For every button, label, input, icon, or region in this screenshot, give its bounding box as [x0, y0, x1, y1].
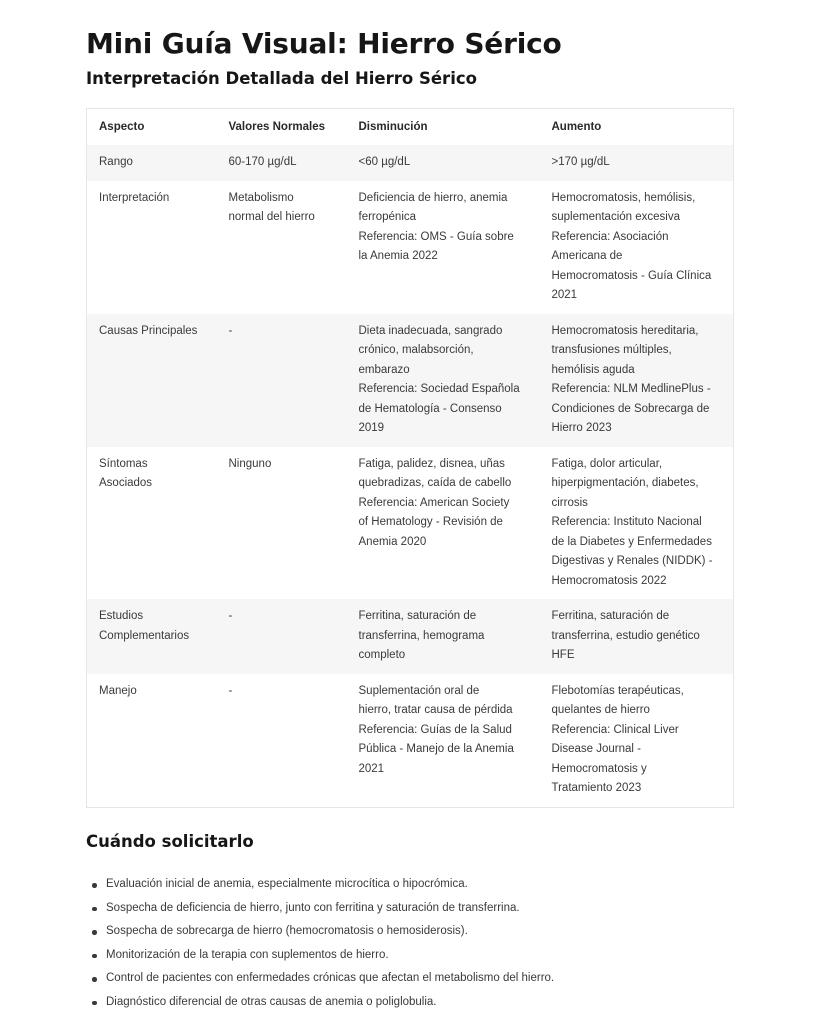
cell-increase [540, 181, 734, 314]
header-normal-values: Valores Normales [228, 121, 326, 133]
cell-text-line: Rango [99, 156, 133, 168]
cell-decrease [347, 674, 540, 808]
cell-text-line: Ferritina, saturación de [358, 610, 477, 622]
cell-increase [540, 674, 734, 808]
list-item: Evaluación inicial de anemia, especialmente microcítica o hipocrómica. [106, 873, 746, 897]
cell-normal-values [217, 145, 347, 181]
cell-text-line: la Anemia 2022 [358, 250, 438, 262]
table-row [87, 674, 734, 808]
cell-text-line: transfusiones múltiples, [551, 344, 672, 356]
cell-text-line: - [228, 684, 233, 697]
cell-text-line: completo [358, 649, 406, 661]
cell-text-line: of Hematology - Revisión de [358, 516, 503, 528]
cell-increase [540, 145, 734, 181]
cell-increase [540, 314, 734, 447]
cell-text-line: crónico, malabsorción, [358, 344, 474, 356]
cell-text-line: Referencia: American Society [358, 496, 510, 509]
cell-text-line: - [228, 324, 233, 337]
cell-text-line: Complementarios [99, 629, 190, 642]
cell-text-line: Hierro 2023 [551, 422, 612, 434]
cell-text-line: 2021 [551, 289, 578, 301]
cell-text-line: <60 µg/dL [358, 156, 411, 168]
cell-text-line: Hemocromatosis hereditaria, [551, 324, 699, 337]
cell-aspect [87, 447, 217, 600]
table-row [87, 447, 734, 600]
cell-text-line: suplementación excesiva [551, 211, 680, 223]
cell-text-line: quebradizas, caída de cabello [358, 477, 512, 489]
table-row [87, 145, 734, 181]
cell-text-line: Síntomas [99, 457, 148, 470]
table-header-row [87, 109, 734, 146]
cell-text-line: embarazo [358, 363, 410, 376]
cell-text-line: Interpretación [99, 191, 170, 204]
table-body [87, 145, 734, 807]
cell-text-line: >170 µg/dL [551, 156, 610, 168]
cell-text-line: hiperpigmentación, diabetes, [551, 477, 699, 489]
header-increase: Aumento [551, 121, 602, 133]
table-row [87, 314, 734, 447]
header-decrease: Disminución [358, 121, 428, 133]
page-title: Mini Guía Visual: Hierro Sérico [86, 27, 562, 60]
table-row [87, 599, 734, 674]
cell-text-line: Hemocromatosis - Guía Clínica [551, 269, 712, 282]
list-item: Control de pacientes con enfermedades crónicas que afectan el metabolismo del hierro. [106, 967, 746, 991]
cell-text-line: de Hematología - Consenso [358, 402, 502, 415]
cell-increase [540, 599, 734, 674]
cell-normal-values [217, 599, 347, 674]
list-item: Sospecha de deficiencia de hierro, junto con ferritina y saturación de transferrina. [106, 897, 746, 921]
cell-text-line: Hemocromatosis 2022 [551, 574, 667, 587]
cell-text-line: HFE [551, 649, 575, 661]
cell-increase [540, 447, 734, 600]
cell-text-line: Referencia: Instituto Nacional [551, 516, 702, 528]
cell-decrease [347, 181, 540, 314]
cell-text-line: Fatiga, palidez, disnea, uñas [358, 457, 505, 470]
cell-text-line: Ninguno [228, 457, 272, 470]
cell-decrease [347, 314, 540, 447]
when-to-order-heading: Cuándo solicitarlo [86, 832, 254, 851]
cell-text-line: 60-170 µg/dL [228, 156, 297, 168]
cell-text-line: Anemia 2020 [358, 535, 427, 548]
cell-text-line: Pública - Manejo de la Anemia [358, 743, 514, 755]
cell-text-line: 2019 [358, 422, 385, 434]
cell-normal-values [217, 447, 347, 600]
cell-text-line: 2021 [358, 762, 385, 775]
cell-text-line: ferropénica [358, 211, 417, 223]
list-item: Sospecha de sobrecarga de hierro (hemocromatosis o hemosiderosis). [106, 920, 746, 944]
cell-normal-values [217, 181, 347, 314]
page-container [86, 24, 734, 794]
cell-text-line: Fatiga, dolor articular, [551, 457, 663, 470]
cell-decrease [347, 599, 540, 674]
header-aspect: Aspecto [99, 121, 145, 133]
cell-normal-values [217, 314, 347, 447]
cell-text-line: Hemocromatosis y [551, 762, 647, 775]
list-item: Monitorización de la terapia con suplementos de hierro. [106, 944, 746, 968]
reference-table [86, 108, 734, 808]
cell-text-line: Metabolismo [228, 191, 294, 204]
cell-text-line: Americana de [551, 250, 623, 262]
cell-text-line: cirrosis [551, 496, 588, 509]
cell-text-line: Referencia: NLM MedlinePlus - [551, 383, 711, 395]
cell-aspect [87, 145, 217, 181]
cell-text-line: normal del hierro [228, 211, 315, 223]
cell-text-line: Referencia: OMS - Guía sobre [358, 230, 514, 243]
cell-normal-values [217, 674, 347, 808]
cell-text-line: transferrina, hemograma [358, 629, 485, 642]
cell-text-line: Tratamiento 2023 [551, 782, 642, 794]
cell-text-line: Deficiencia de hierro, anemia [358, 191, 508, 204]
cell-aspect [87, 314, 217, 447]
cell-text-line: Causas Principales [99, 324, 198, 337]
table-row [87, 181, 734, 314]
cell-aspect [87, 599, 217, 674]
cell-text-line: Condiciones de Sobrecarga de [551, 402, 710, 415]
when-to-order-list [86, 873, 746, 1014]
cell-text-line: Disease Journal - [551, 743, 641, 755]
cell-text-line: de la Diabetes y Enfermedades [551, 535, 712, 548]
cell-text-line: transferrina, estudio genético [551, 629, 700, 642]
cell-text-line: Referencia: Clinical Liver [551, 723, 679, 736]
cell-text-line: Estudios [99, 610, 144, 622]
cell-text-line: Ferritina, saturación de [551, 610, 670, 622]
cell-text-line: hierro, tratar causa de pérdida [358, 704, 513, 716]
cell-text-line: Referencia: Guías de la Salud [358, 723, 512, 736]
cell-text-line: Suplementación oral de [358, 684, 480, 697]
page-subtitle: Interpretación Detallada del Hierro Sérico [86, 69, 477, 88]
cell-text-line: Digestivas y Renales (NIDDK) - [551, 555, 713, 567]
cell-text-line: Manejo [99, 684, 137, 697]
cell-aspect [87, 674, 217, 808]
cell-text-line: hemólisis aguda [551, 363, 635, 376]
cell-text-line: - [228, 610, 233, 622]
cell-decrease [347, 145, 540, 181]
cell-text-line: Flebotomías terapéuticas, [551, 684, 684, 697]
cell-decrease [347, 447, 540, 600]
cell-text-line: Dieta inadecuada, sangrado [358, 324, 503, 337]
cell-text-line: Asociados [99, 477, 153, 489]
cell-text-line: quelantes de hierro [551, 704, 650, 716]
cell-text-line: Referencia: Sociedad Española [358, 383, 520, 395]
cell-text-line: Hemocromatosis, hemólisis, [551, 191, 696, 204]
list-item: Diagnóstico diferencial de otras causas de anemia o poliglobulia. [106, 991, 746, 1015]
cell-text-line: Referencia: Asociación [551, 230, 669, 243]
cell-aspect [87, 181, 217, 314]
